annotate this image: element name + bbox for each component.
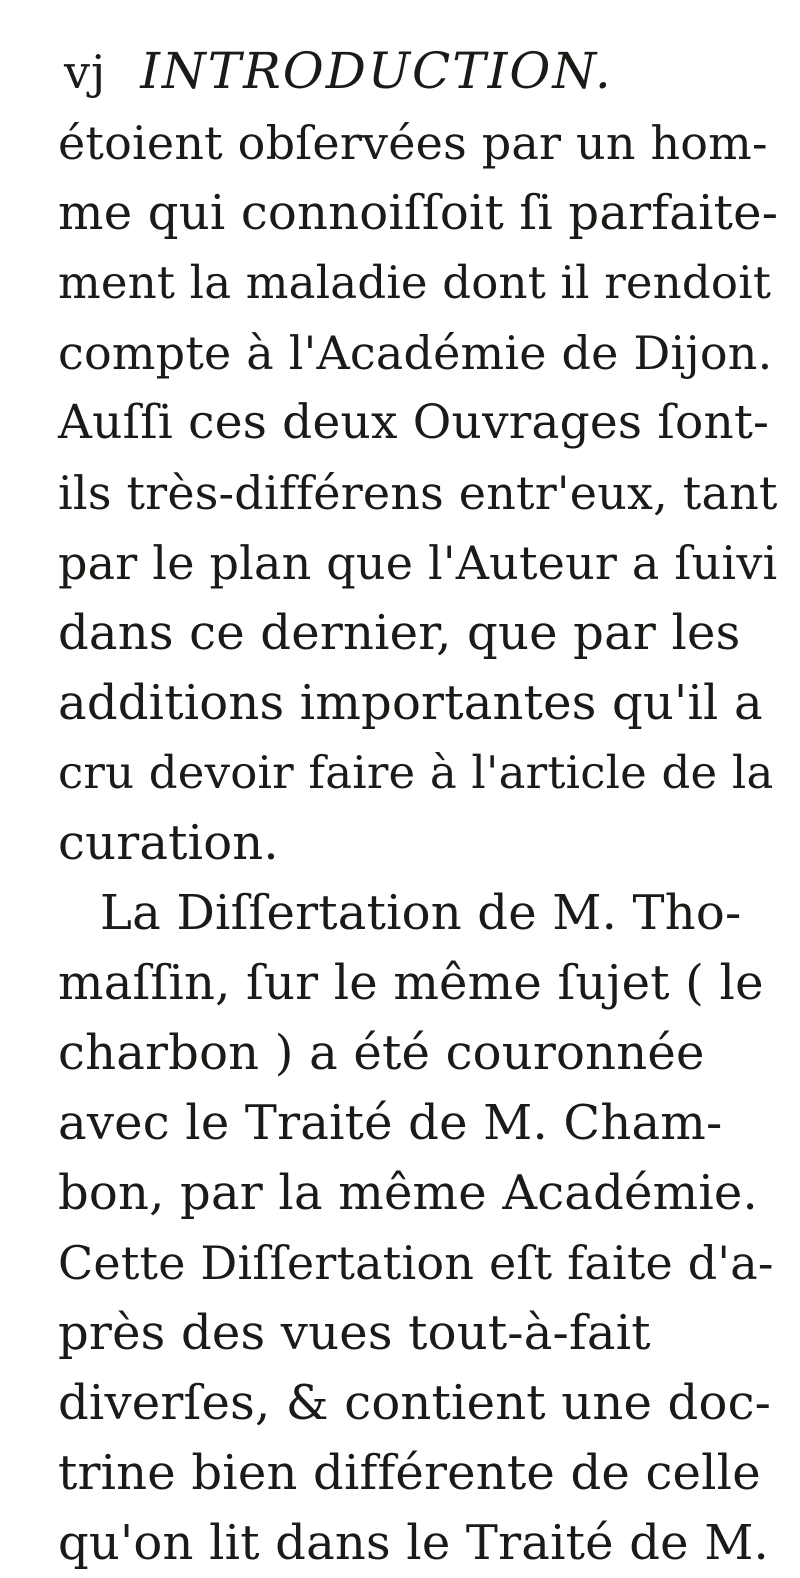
page-header [64,42,613,106]
paragraph-start-line: La Diſſertation de M. Tho- [100,885,742,941]
text-line: additions importantes qu'il a [58,675,763,731]
text-line: me qui connoiſſoit ſi parfaite- [58,185,779,241]
text-line: curation. [58,815,279,871]
page-number: vj [64,45,107,99]
text-line: Cette Diſſertation eſt faite d'a- [58,1236,774,1290]
text-line: près des vues tout-à-fait [58,1305,651,1361]
text-line: dans ce dernier, que par les [58,605,741,661]
text-line: ils très-différens entr'eux, tant [58,466,778,520]
text-line: Auſſi ces deux Ouvrages ſont- [58,395,770,450]
text-line: trine bien différente de celle [58,1445,761,1501]
text-line: charbon ) a été couronnée [58,1025,705,1081]
text-line: maſſin, ſur le même ſujet ( le [58,955,764,1011]
text-line: diverſes, & contient une doc- [58,1375,772,1431]
running-title: INTRODUCTION. [140,42,613,100]
body-text [58,108,778,1578]
text-line: ment la maladie dont il rendoit [58,256,772,309]
text-line: cru devoir faire à l'article de la [58,746,774,799]
text-line: bon, par la même Académie. [58,1165,758,1221]
text-line: qu'on lit dans le Traité de M. [58,1515,769,1571]
text-line: compte à l'Académie de Dijon. [58,326,773,380]
text-line: avec le Traité de M. Cham- [58,1095,723,1151]
text-line: étoient obſervées par un hom- [58,116,768,170]
text-line: par le plan que l'Auteur a ſuivi [58,536,778,590]
